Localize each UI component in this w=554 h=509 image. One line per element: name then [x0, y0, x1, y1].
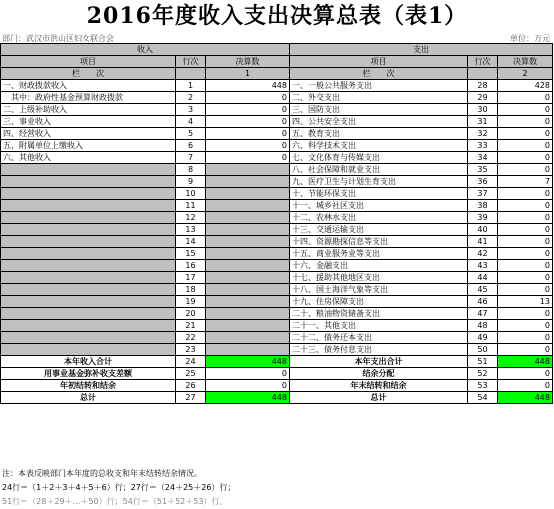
expense-header: 支出 [290, 44, 553, 56]
expense-row-number: 32 [468, 128, 498, 140]
income-amount [206, 296, 290, 308]
expense-item-name: 十四、资源勘探信息等支出 [290, 236, 468, 248]
expense-item-name: 四、公共安全支出 [290, 116, 468, 128]
expense-item-name: 十一、城乡社区支出 [290, 200, 468, 212]
expense-amount: 0 [498, 200, 553, 212]
expense-amount: 0 [498, 164, 553, 176]
expense-row-number: 38 [468, 200, 498, 212]
income-row-number: 6 [176, 140, 206, 152]
income-amount [206, 188, 290, 200]
table-row [1, 272, 553, 284]
income-amount [206, 176, 290, 188]
income-row-number: 14 [176, 236, 206, 248]
income-total-amount: 0 [206, 368, 290, 380]
expense-amount: 428 [498, 80, 553, 92]
expense-amount: 13 [498, 296, 553, 308]
income-amount: 0 [206, 140, 290, 152]
income-row-number: 10 [176, 188, 206, 200]
income-row-number: 7 [176, 152, 206, 164]
department-label: 部门：武汉市洪山区妇女联合会 [2, 34, 114, 43]
expense-rowno-header: 行次 [468, 56, 498, 68]
income-total-label: 本年收入合计 [1, 356, 176, 368]
table-row [1, 236, 553, 248]
income-item-name [1, 188, 176, 200]
expense-item-name: 二十二、债务还本支出 [290, 332, 468, 344]
income-amount [206, 272, 290, 284]
expense-item-name: 十九、住房保障支出 [290, 296, 468, 308]
column-header-row [1, 56, 553, 68]
income-item-name [1, 296, 176, 308]
expense-item-name: 二、外交支出 [290, 92, 468, 104]
income-item-name [1, 200, 176, 212]
income-total-label: 总计 [1, 392, 176, 404]
column-index-row [1, 68, 553, 80]
expense-row-number: 41 [468, 236, 498, 248]
expense-total-label: 年末结转和结余 [290, 380, 468, 392]
expense-amount: 0 [498, 128, 553, 140]
expense-row-number: 30 [468, 104, 498, 116]
income-col-blank [176, 68, 206, 80]
income-row-number: 11 [176, 200, 206, 212]
expense-item-name: 八、社会保障和就业支出 [290, 164, 468, 176]
expense-item-name: 十、节能环保支出 [290, 188, 468, 200]
expense-item-name: 十五、商业服务业等支出 [290, 248, 468, 260]
report-title: 2016年度收入支出决算总表（表1） [86, 3, 468, 29]
note-line-2: 24行＝（1＋2＋3＋4＋5＋6）行；27行＝（24＋25＋26）行； [2, 483, 236, 492]
expense-amount-header: 决算数 [498, 56, 553, 68]
income-item-name: 三、事业收入 [1, 116, 176, 128]
expense-amount: 0 [498, 236, 553, 248]
expense-total-row-number: 53 [468, 380, 498, 392]
income-row-number: 18 [176, 284, 206, 296]
table-row [1, 296, 553, 308]
income-row-number: 23 [176, 344, 206, 356]
expense-item-name: 一、一般公共服务支出 [290, 80, 468, 92]
income-col-number: 1 [206, 68, 290, 80]
expense-row-number: 36 [468, 176, 498, 188]
income-row-number: 12 [176, 212, 206, 224]
expense-amount: 0 [498, 104, 553, 116]
expense-row-number: 44 [468, 272, 498, 284]
expense-item-name: 二十三、债务付息支出 [290, 344, 468, 356]
income-row-number: 17 [176, 272, 206, 284]
income-amount [206, 224, 290, 236]
expense-total-label: 结余分配 [290, 368, 468, 380]
expense-row-number: 42 [468, 248, 498, 260]
expense-item-name: 十三、交通运输支出 [290, 224, 468, 236]
expense-row-number: 37 [468, 188, 498, 200]
expense-amount: 0 [498, 224, 553, 236]
table-row [1, 320, 553, 332]
expense-row-number: 50 [468, 344, 498, 356]
note-line-1: 注：本表反映部门本年度的总收支和年末结转结余情况。 [2, 469, 202, 478]
expense-amount: 0 [498, 344, 553, 356]
note-line-3: 51行＝（28＋29＋…＋50）行；54行＝（51＋52＋53）行。 [2, 497, 228, 506]
income-total-amount: 0 [206, 380, 290, 392]
table-row [1, 260, 553, 272]
income-item-name [1, 248, 176, 260]
budget-table [0, 43, 553, 404]
total-row [1, 356, 553, 368]
income-row-number: 21 [176, 320, 206, 332]
total-rows [1, 356, 553, 404]
income-item-name [1, 320, 176, 332]
income-amount [206, 320, 290, 332]
expense-row-number: 39 [468, 212, 498, 224]
income-item-name [1, 344, 176, 356]
income-amount [206, 164, 290, 176]
expense-item-name: 十六、金融支出 [290, 260, 468, 272]
table-row [1, 224, 553, 236]
income-item-name [1, 236, 176, 248]
income-rowno-header: 行次 [176, 56, 206, 68]
income-item-name: 五、附属单位上缴收入 [1, 140, 176, 152]
expense-item-name: 十八、国土海洋气象等支出 [290, 284, 468, 296]
expense-amount: 0 [498, 320, 553, 332]
expense-amount: 0 [498, 272, 553, 284]
table-row [1, 80, 553, 92]
table-row [1, 128, 553, 140]
income-total-label: 年初结转和结余 [1, 380, 176, 392]
expense-amount: 0 [498, 260, 553, 272]
income-item-name: 六、其他收入 [1, 152, 176, 164]
expense-total-row-number: 54 [468, 392, 498, 404]
expense-row-number: 28 [468, 80, 498, 92]
expense-item-name: 十二、农林水支出 [290, 212, 468, 224]
expense-total-row-number: 52 [468, 368, 498, 380]
expense-row-number: 33 [468, 140, 498, 152]
expense-row-number: 47 [468, 308, 498, 320]
income-item-name: 四、经营收入 [1, 128, 176, 140]
income-amount-header: 决算数 [206, 56, 290, 68]
income-row-number: 4 [176, 116, 206, 128]
income-total-row-number: 27 [176, 392, 206, 404]
table-row [1, 140, 553, 152]
income-row-number: 13 [176, 224, 206, 236]
expense-row-number: 45 [468, 284, 498, 296]
table-row [1, 308, 553, 320]
income-amount [206, 344, 290, 356]
expense-amount: 0 [498, 248, 553, 260]
expense-item-name: 六、科学技术支出 [290, 140, 468, 152]
income-item-name [1, 164, 176, 176]
table-row [1, 200, 553, 212]
table-row [1, 188, 553, 200]
income-row-number: 20 [176, 308, 206, 320]
income-item-name: 其中：政府性基金预算财政拨款 [1, 92, 176, 104]
income-amount: 0 [206, 128, 290, 140]
expense-item-name: 三、国防支出 [290, 104, 468, 116]
table-row [1, 344, 553, 356]
expense-total-amount: 0 [498, 380, 553, 392]
income-amount: 0 [206, 92, 290, 104]
table-row [1, 284, 553, 296]
expense-col-number: 2 [498, 68, 553, 80]
expense-amount: 7 [498, 176, 553, 188]
income-amount [206, 308, 290, 320]
expense-item-name: 十七、援助其他地区支出 [290, 272, 468, 284]
income-header: 收入 [1, 44, 290, 56]
expense-row-number: 49 [468, 332, 498, 344]
income-amount: 0 [206, 116, 290, 128]
income-total-row-number: 26 [176, 380, 206, 392]
expense-total-amount: 448 [498, 392, 553, 404]
income-amount [206, 332, 290, 344]
expense-item-name: 七、文化体育与传媒支出 [290, 152, 468, 164]
expense-total-label: 本年支出合计 [290, 356, 468, 368]
table-row [1, 92, 553, 104]
income-amount [206, 212, 290, 224]
income-amount [206, 236, 290, 248]
expense-col-blank [468, 68, 498, 80]
income-total-amount: 448 [206, 392, 290, 404]
income-item-name [1, 308, 176, 320]
expense-row-number: 43 [468, 260, 498, 272]
expense-total-amount: 0 [498, 368, 553, 380]
table-row [1, 164, 553, 176]
income-row-number: 22 [176, 332, 206, 344]
table-row [1, 332, 553, 344]
income-row-number: 9 [176, 176, 206, 188]
income-row-number: 1 [176, 80, 206, 92]
table-row [1, 248, 553, 260]
expense-amount: 0 [498, 284, 553, 296]
income-row-number: 3 [176, 104, 206, 116]
expense-row-number: 35 [468, 164, 498, 176]
expense-total-row-number: 51 [468, 356, 498, 368]
income-item-name [1, 260, 176, 272]
expense-row-number: 31 [468, 116, 498, 128]
income-row-number: 8 [176, 164, 206, 176]
expense-item-header: 项目 [290, 56, 468, 68]
expense-amount: 0 [498, 92, 553, 104]
expense-amount: 0 [498, 188, 553, 200]
expense-amount: 0 [498, 116, 553, 128]
income-row-number: 5 [176, 128, 206, 140]
income-item-name: 二、上级补助收入 [1, 104, 176, 116]
income-total-amount: 448 [206, 356, 290, 368]
expense-row-number: 46 [468, 296, 498, 308]
table-row [1, 176, 553, 188]
income-item-name [1, 212, 176, 224]
income-total-row-number: 24 [176, 356, 206, 368]
income-row-number: 2 [176, 92, 206, 104]
income-amount [206, 200, 290, 212]
income-item-name: 一、财政拨款收入 [1, 80, 176, 92]
income-amount: 448 [206, 80, 290, 92]
expense-total-label: 总计 [290, 392, 468, 404]
section-header-row [1, 44, 553, 56]
income-col-name: 栏 次 [1, 68, 176, 80]
expense-amount: 0 [498, 152, 553, 164]
income-item-name [1, 224, 176, 236]
total-row [1, 392, 553, 404]
expense-total-amount: 448 [498, 356, 553, 368]
income-amount: 0 [206, 104, 290, 116]
expense-item-name: 二十一、其他支出 [290, 320, 468, 332]
expense-amount: 0 [498, 212, 553, 224]
table-row [1, 104, 553, 116]
detail-rows [1, 80, 553, 356]
expense-item-name: 九、医疗卫生与计划生育支出 [290, 176, 468, 188]
income-amount: 0 [206, 152, 290, 164]
expense-row-number: 40 [468, 224, 498, 236]
table-row [1, 116, 553, 128]
income-item-name [1, 176, 176, 188]
expense-item-name: 二十、粮油物资储备支出 [290, 308, 468, 320]
total-row [1, 380, 553, 392]
currency-unit-label: 单位：万元 [510, 34, 550, 43]
table-row [1, 212, 553, 224]
income-item-name [1, 332, 176, 344]
expense-amount: 0 [498, 308, 553, 320]
income-amount [206, 284, 290, 296]
income-total-label: 用事业基金弥补收支差额 [1, 368, 176, 380]
expense-row-number: 34 [468, 152, 498, 164]
total-row [1, 368, 553, 380]
income-amount [206, 260, 290, 272]
income-row-number: 19 [176, 296, 206, 308]
income-row-number: 16 [176, 260, 206, 272]
expense-item-name: 五、教育支出 [290, 128, 468, 140]
expense-col-name: 栏 次 [290, 68, 468, 80]
income-item-name [1, 284, 176, 296]
income-row-number: 15 [176, 248, 206, 260]
table-row [1, 152, 553, 164]
income-item-header: 项目 [1, 56, 176, 68]
expense-amount: 0 [498, 140, 553, 152]
income-amount [206, 248, 290, 260]
expense-row-number: 48 [468, 320, 498, 332]
income-total-row-number: 25 [176, 368, 206, 380]
expense-amount: 0 [498, 332, 553, 344]
income-item-name [1, 272, 176, 284]
expense-row-number: 29 [468, 92, 498, 104]
